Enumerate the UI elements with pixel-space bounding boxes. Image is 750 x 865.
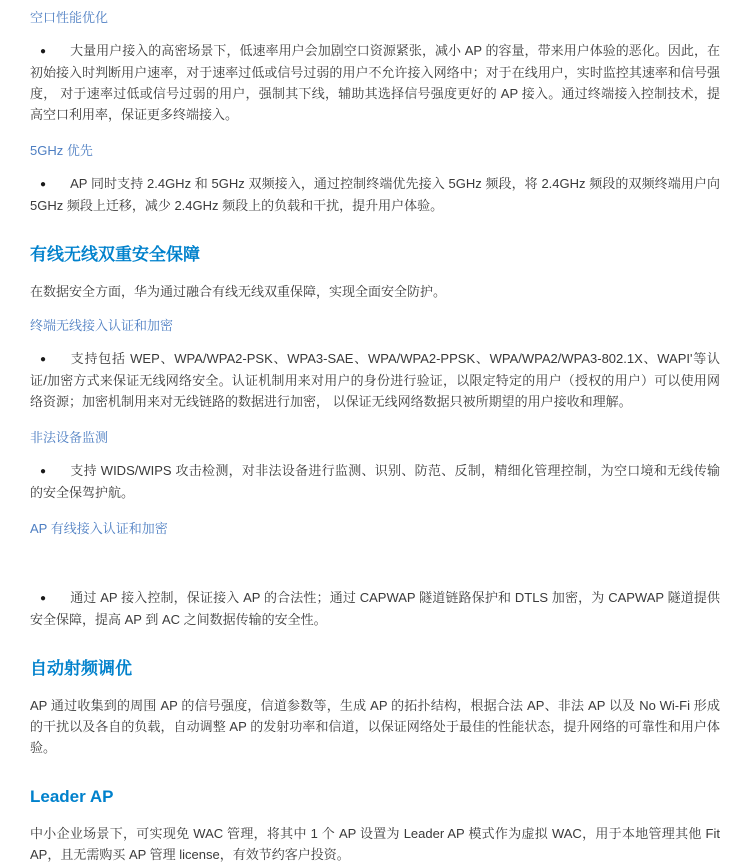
bullet-icon: ● — [40, 466, 47, 477]
section-heading-auto-radio-calibration: 自动射频调优 — [30, 659, 132, 678]
bullet-icon: ● — [40, 354, 47, 365]
link-5ghz-priority[interactable]: 5GHz 优先 — [30, 143, 93, 158]
bullet-text: 支持 WIDS/WIPS 攻击检测，对非法设备进行监测、识别、防范、反制，精细化管理控制，为空口境和无线传输的安全保驾护航。 — [30, 463, 720, 500]
bullet-paragraph-wids-wips — [30, 460, 720, 503]
bullet-icon: ● — [40, 179, 47, 190]
paragraph-data-security-intro: 在数据安全方面，华为通过融合有线无线双重保障，实现全面安全防护。 — [30, 284, 447, 299]
bullet-icon: ● — [40, 593, 47, 604]
link-rogue-device-monitoring[interactable]: 非法设备监测 — [30, 430, 109, 445]
bullet-paragraph-high-density-access — [30, 40, 720, 125]
paragraph-leader-ap-detail: 中小企业场景下，可实现免 WAC 管理，将其中 1 个 AP 设置为 Leader AP 模式作为虚拟 WAC，用于本地管理其他 Fit AP，且无需购买 AP 管理 license，有效节约客户投资。 — [30, 826, 720, 862]
paragraph-radio-calibration-detail: AP 通过收集到的周围 AP 的信号强度，信道参数等，生成 AP 的拓扑结构，根据合法 AP、非法 AP 以及 No Wi-Fi 形成的干扰以及各自的负载，自动调整 AP 的发射功率和信道，以保证网络处于最佳的性能状态，提升网络的可靠性和用户体验。 — [30, 698, 720, 755]
bullet-paragraph-dual-band — [30, 173, 720, 216]
section-heading-leader-ap: Leader AP — [30, 787, 114, 806]
link-air-interface-performance-optimization[interactable]: 空口性能优化 — [30, 10, 109, 25]
bullet-paragraph-wpa-auth-methods — [30, 348, 720, 412]
bullet-text: 通过 AP 接入控制，保证接入 AP 的合法性；通过 CAPWAP 隧道链路保护和 DTLS 加密，为 CAPWAP 隧道提供安全保障，提高 AP 到 AC 之间数据传输的安全性。 — [30, 590, 720, 627]
bullet-paragraph-capwap-dtls — [30, 587, 720, 630]
bullet-text: 支持包括 WEP、WPA/WPA2-PSK、WPA3-SAE、WPA/WPA2-PPSK、WPA/WPA2/WPA3-802.1X、WAPI'等认证/加密方式来保证无线网络安全。认证机制用来对用户的身份进行验证，以限定特定的用户（授权的用户）可以使用网络资源；加密机制用来对无线链路的数据进行加密， 以保证无线网络数据只被所期望的用户接收和理解。 — [30, 351, 720, 409]
link-terminal-wireless-access-auth-encryption[interactable]: 终端无线接入认证和加密 — [30, 318, 174, 333]
link-ap-wired-access-auth-encryption[interactable]: AP 有线接入认证和加密 — [30, 521, 168, 536]
bullet-icon: ● — [40, 46, 47, 57]
bullet-text: 大量用户接入的高密场景下，低速率用户会加剧空口资源紧张，减小 AP 的容量，带来用户体验的恶化。因此，在初始接入时判断用户速率，对于速率过低或信号过弱的用户不允许接入网络中；对于在线用户，实时监控其速率和信号强度， 对于速率过低或信号过弱的用户，强制其下线，辅助其选择信号强度更好的 AP 接入。通过终端接入控制技术，提高空口利用率，保证更多终端接入。 — [30, 43, 720, 122]
bullet-text: AP 同时支持 2.4GHz 和 5GHz 双频接入，通过控制终端优先接入 5GHz 频段，将 2.4GHz 频段的双频终端用户向 5GHz 频段上迁移，减少 2.4GHz 频段上的负载和干扰，提升用户体验。 — [30, 176, 721, 213]
section-heading-wired-wireless-security: 有线无线双重安全保障 — [30, 245, 200, 264]
